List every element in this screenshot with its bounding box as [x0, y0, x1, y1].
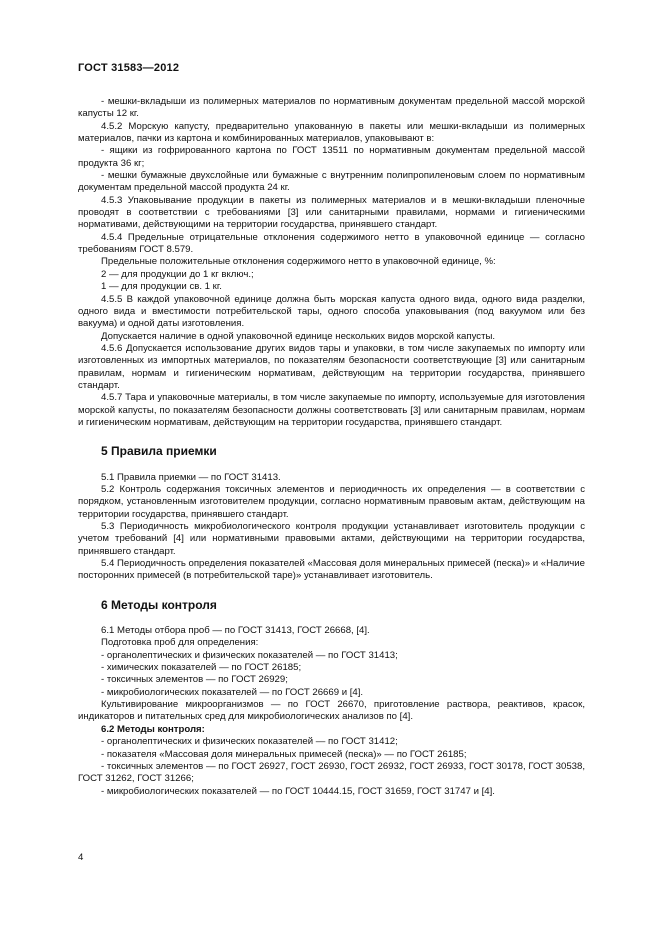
paragraph: 4.5.3 Упаковывание продукции в пакеты из полимерных материалов и в мешки-вкладыши пленочные проводят в соответствии с требованиями [3] или санитарными правилами, нормами и гигиеническими нормативами, действующими на территории государства, принявшего стандарт. — [78, 194, 585, 231]
paragraph: 4.5.4 Предельные отрицательные отклонения содержимого нетто в упаковочной единице — согласно требованиям ГОСТ 8.579. — [78, 231, 585, 256]
subsection-heading: 6.2 Методы контроля: — [101, 723, 205, 735]
paragraph: 1 — для продукции св. 1 кг. — [101, 281, 222, 293]
list-item: - химических показателей — по ГОСТ 26185; — [101, 662, 302, 674]
paragraph: 5.4 Периодичность определения показателей «Массовая доля минеральных примесей (песка)» и «Наличие посторонних примесей (в потребительской таре)» устанавливает изготовитель. — [78, 558, 585, 582]
section-6-heading: 6 Методы контроля — [101, 597, 217, 612]
paragraph: 5.3 Периодичность микробиологического контроля продукции устанавливает изготовитель продукции с учетом требований [4] или нормативными правовыми актами, действующими на территории государства, принявшего стандарт. — [78, 521, 585, 557]
paragraph: - мешки-вкладыши из полимерных материалов по нормативным документам предельной массой морской капусты 12 кг. — [78, 96, 585, 120]
list-item: - микробиологических показателей — по ГОСТ 26669 и [4]. — [101, 686, 364, 698]
page-number: 4 — [78, 852, 84, 863]
paragraph: Подготовка проб для определения: — [101, 637, 259, 649]
list-item: - токсичных элементов — по ГОСТ 26927, ГОСТ 26930, ГОСТ 26932, ГОСТ 26933, ГОСТ 30178, ГОСТ 30538, ГОСТ 31262, ГОСТ 31266; — [78, 760, 585, 785]
paragraph: 4.5.6 Допускается использование других видов тары и упаковки, в том числе закупаемых по импорту или изготовленных из импортных материалов, по показателям безопасности соответствующие [3] или санитарным правилам, нормам и гигиеническим нормативам, действующим на территории государства, принявшего стандарт. — [78, 342, 585, 391]
paragraph: 4.5.5 В каждой упаковочной единице должна быть морская капуста одного вида, одного вида разделки, одного вида и вместимости потребительской тары, одного способа упаковывания (под вакуумом или без вакуума) и одной даты изготовления. — [78, 293, 585, 330]
paragraph: 5.1 Правила приемки — по ГОСТ 31413. — [101, 471, 281, 483]
paragraph: Предельные положительные отклонения содержимого нетто в упаковочной единице, %: — [101, 256, 496, 268]
list-item: - показателя «Массовая доля минеральных примесей (песка)» — по ГОСТ 26185; — [101, 748, 467, 760]
paragraph: Культивирование микроорганизмов — по ГОСТ 26670, приготовление раствора, реактивов, красок, индикаторов и питательных сред для микробиологических анализов по [4]. — [78, 699, 585, 723]
paragraph: 6.1 Методы отбора проб — по ГОСТ 31413, ГОСТ 26668, [4]. — [101, 625, 370, 637]
paragraph: Допускается наличие в одной упаковочной единице нескольких видов морской капусты. — [101, 330, 496, 342]
paragraph: 4.5.2 Морскую капусту, предварительно упакованную в пакеты или мешки-вкладыши из полимерных материалов, пачки из картона и комбинированных материалов, упаковывают в: — [78, 120, 585, 145]
list-item: - токсичных элементов — по ГОСТ 26929; — [101, 674, 288, 686]
paragraph: 5.2 Контроль содержания токсичных элементов и периодичность их определения — в соответствии с порядком, установленным изготовителем продукции, согласно нормативным правовым актам, действующим на территории государства, принявшего стандарт. — [78, 483, 585, 520]
list-item: - микробиологических показателей — по ГОСТ 10444.15, ГОСТ 31659, ГОСТ 31747 и [4]. — [101, 785, 495, 797]
section-5-heading: 5 Правила приемки — [101, 444, 217, 459]
document-header: ГОСТ 31583—2012 — [78, 62, 180, 74]
list-item: - органолептических и физических показателей — по ГОСТ 31413; — [101, 649, 398, 661]
document-body — [78, 96, 585, 798]
paragraph: - ящики из гофрированного картона по ГОСТ 13511 по нормативным документам предельной массой продукта 36 кг; — [78, 145, 585, 169]
paragraph: 2 — для продукции до 1 кг включ.; — [101, 268, 254, 280]
paragraph: 4.5.7 Тара и упаковочные материалы, в том числе закупаемые по импорту, используемые для изготовления морской капусты, по показателям безопасности должны соответствовать [3] или санитарным правилам, нормам и гигиеническим нормативам, действующим на территории государства, принявшего стандарт. — [78, 392, 585, 428]
paragraph: - мешки бумажные двухслойные или бумажные с внутренним полипропиленовым слоем по нормативным документам предельной массой продукта 24 кг. — [78, 170, 585, 194]
list-item: - органолептических и физических показателей — по ГОСТ 31412; — [101, 736, 398, 748]
